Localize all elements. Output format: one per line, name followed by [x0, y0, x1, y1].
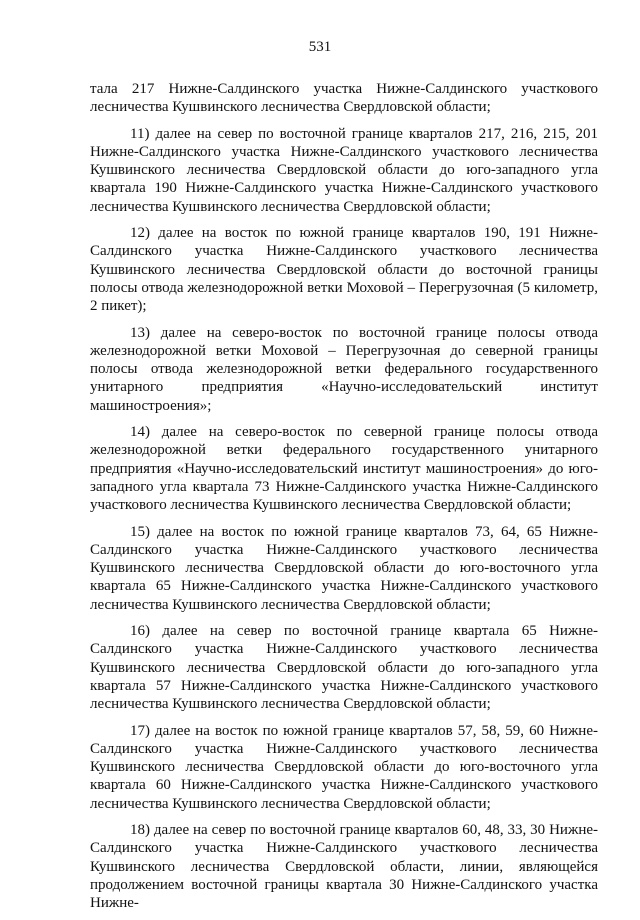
- paragraph-item-11: 11) далее на север по восточной границе кварталов 217, 216, 215, 201 Нижне-Салдинского участка Нижне-Салдинского участкового лесничества Кушвинского лесничества Свердловской области до юго-западного угла квартала 190 Нижне-Салдинского участка Нижне-Салдинского участкового лесничества Кушвинского лесничества Свердловской области;: [90, 125, 598, 215]
- paragraph-item-14: 14) далее на северо-восток по северной границе полосы отвода железнодорожной ветки федерального государственного унитарного предприятия «Научно-исследовательский институт машиностроения» до юго-западного угла квартала 73 Нижне-Салдинского участка Нижне-Салдинского участкового лесничества Кушвинского лесничества Свердловской области;: [90, 424, 598, 514]
- paragraph-item-15: 15) далее на восток по южной границе кварталов 73, 64, 65 Нижне-Салдинского участка Нижне-Салдинского участкового лесничества Кушвинского лесничества Свердловской области до юго-восточного угла квартала 65 Нижне-Салдинского участка Нижне-Салдинского участкового лесничества Кушвинского лесничества Свердловской области;: [90, 523, 598, 613]
- paragraph-continuation: тала 217 Нижне-Салдинского участка Нижне-Салдинского участкового лесничества Кушвинского лесничества Свердловской области;: [90, 81, 598, 116]
- document-body: [90, 80, 598, 920]
- paragraph-item-12: 12) далее на восток по южной границе кварталов 190, 191 Нижне-Салдинского участка Нижне-Салдинского участкового лесничества Кушвинского лесничества Свердловской области до восточной границы полосы отвода железнодорожной ветки Моховой – Перегрузочная (5 километр, 2 пикет);: [90, 225, 598, 315]
- paragraph-item-13: 13) далее на северо-восток по восточной границе полосы отвода железнодорожной ветки Моховой – Перегрузочная до северной границы полосы отвода железнодорожной ветки федерального государственного унитарного предприятия «Научно-исследовательский институт машиностроения»;: [90, 324, 598, 414]
- paragraph-item-17: 17) далее на восток по южной границе кварталов 57, 58, 59, 60 Нижне-Салдинского участка Нижне-Салдинского участкового лесничества Кушвинского лесничества Свердловской области до юго-восточного угла квартала 60 Нижне-Салдинского участка Нижне-Салдинского участкового лесничества Кушвинского лесничества Свердловской области;: [90, 722, 598, 812]
- paragraph-item-16: 16) далее на север по восточной границе квартала 65 Нижне-Салдинского участка Нижне-Салдинского участкового лесничества Кушвинского лесничества Свердловской области до юго-западного угла квартала 57 Нижне-Салдинского участка Нижне-Салдинского участкового лесничества Кушвинского лесничества Свердловской области;: [90, 623, 598, 713]
- page-number: 531: [308, 39, 332, 55]
- paragraph-item-18: 18) далее на север по восточной границе кварталов 60, 48, 33, 30 Нижне-Салдинского участка Нижне-Салдинского участкового лесничества Кушвинского лесничества Свердловской области, линии, являющейся продолжением восточной границы квартала 30 Нижне-Салдинского участка Нижне-: [90, 821, 598, 912]
